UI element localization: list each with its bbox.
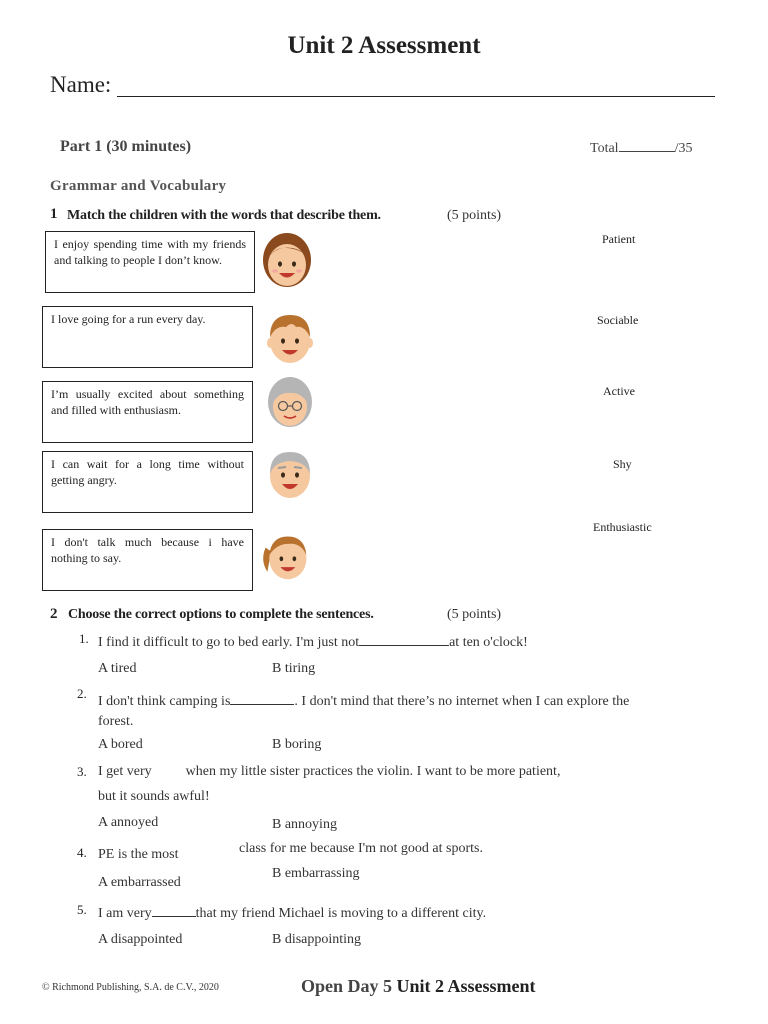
option-b[interactable]: B boring xyxy=(272,737,322,752)
answer-blank[interactable] xyxy=(359,633,449,646)
name-field-line[interactable] xyxy=(117,96,715,97)
sentence-end: when my little sister practices the violin. I want to be more patient, xyxy=(185,764,561,779)
statement-box: I love going for a run every day. xyxy=(42,306,253,368)
word-option: Sociable xyxy=(597,313,639,327)
option-a[interactable]: A disappointed xyxy=(98,932,183,947)
word-option: Shy xyxy=(613,457,632,471)
footer-title xyxy=(301,976,536,997)
statement-box: I’m usually excited about something and filled with enthusiasm. xyxy=(42,381,253,443)
section-heading: Grammar and Vocabulary xyxy=(50,178,227,194)
sentence-continuation: forest. xyxy=(98,714,134,729)
part-heading: Part 1 (30 minutes) xyxy=(60,138,192,155)
statement-box: I enjoy spending time with my friends and talking to people I don’t know. xyxy=(45,231,255,293)
answer-blank[interactable] xyxy=(152,904,196,917)
sentence xyxy=(98,692,678,710)
q1-number: 1 xyxy=(50,206,58,222)
option-b[interactable]: B annoying xyxy=(272,817,337,832)
page-title: Unit 2 Assessment xyxy=(287,32,481,59)
word-option: Active xyxy=(603,384,635,398)
q2-points: (5 points) xyxy=(447,607,502,622)
ponytail-girl-face-icon xyxy=(260,527,312,585)
sentence-start: I get very xyxy=(98,764,152,779)
sentence-end: class for me because I'm not good at sports. xyxy=(239,841,483,856)
q2-text: Choose the correct options to complete the sentences. xyxy=(68,607,374,622)
name-label: Name: xyxy=(50,72,112,97)
sentence xyxy=(98,633,658,651)
option-b[interactable]: B tiring xyxy=(272,661,316,676)
item-number: 5. xyxy=(77,902,87,917)
q1-text: Match the children with the words that describe them. xyxy=(67,208,381,223)
sentence-start: I don't think camping is xyxy=(98,694,231,709)
sentence-continuation: but it sounds awful! xyxy=(98,789,210,804)
item-number: 3. xyxy=(77,764,87,779)
footer-title-left: Open Day 5 xyxy=(301,976,393,996)
option-b[interactable]: B embarrassing xyxy=(272,866,360,881)
sentence xyxy=(98,764,698,780)
grandma-face-icon xyxy=(264,374,316,432)
sentence-start: PE is the most xyxy=(98,847,179,862)
total-label: Total xyxy=(590,141,619,156)
option-a[interactable]: A annoyed xyxy=(98,815,159,830)
answer-blank[interactable] xyxy=(230,692,294,705)
total-score-blank[interactable] xyxy=(619,139,675,152)
q1-points: (5 points) xyxy=(447,208,502,223)
sentence xyxy=(98,904,658,922)
statement-box: I can wait for a long time without getting angry. xyxy=(42,451,253,513)
word-option: Patient xyxy=(602,232,636,246)
total-out-of: /35 xyxy=(674,141,693,156)
item-number: 1. xyxy=(79,631,89,646)
option-a[interactable]: A embarrassed xyxy=(98,875,181,890)
sentence-end: . I don't mind that there’s no internet when I can explore the xyxy=(294,694,630,709)
option-b[interactable]: B disappointing xyxy=(272,932,362,947)
girl-face-icon xyxy=(261,232,313,290)
item-number: 4. xyxy=(77,845,87,860)
statement-box: I don't talk much because i have nothing to say. xyxy=(42,529,253,591)
item-number: 2. xyxy=(77,686,87,701)
word-option: Enthusiastic xyxy=(593,520,652,534)
option-a[interactable]: A bored xyxy=(98,737,143,752)
option-a[interactable]: A tired xyxy=(98,661,137,676)
total-score xyxy=(590,139,692,157)
grandpa-face-icon xyxy=(264,444,316,502)
copyright: © Richmond Publishing, S.A. de C.V., 2020 xyxy=(42,982,219,993)
q2-number: 2 xyxy=(50,606,58,622)
sentence-start: I find it difficult to go to bed early. I'm just not xyxy=(98,635,360,650)
sentence-end: that my friend Michael is moving to a different city. xyxy=(195,906,487,921)
sentence-start: I am very xyxy=(98,906,152,921)
sentence-end: at ten o'clock! xyxy=(449,635,528,650)
boy-face-icon xyxy=(264,309,316,367)
footer-title-right: Unit 2 Assessment xyxy=(396,976,536,996)
